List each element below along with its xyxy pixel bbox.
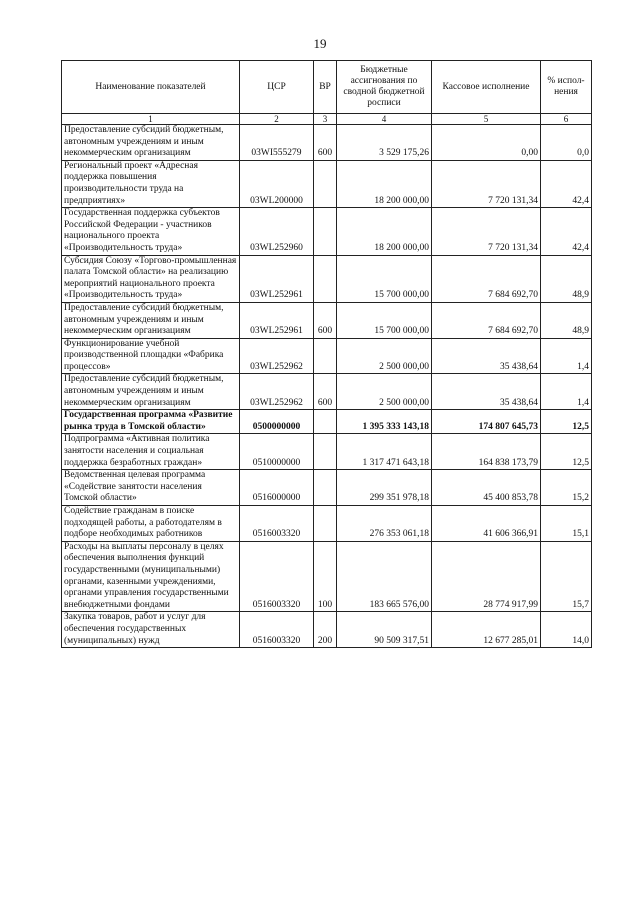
row-name: Ведомственная целевая программа «Содействие занятости населения Томской области»	[62, 470, 240, 506]
row-name: Региональный проект «Адресная поддержка повышения производительности труда на предприятиях»	[62, 160, 240, 207]
row-pct: 15,2	[541, 470, 592, 506]
table-row	[62, 541, 592, 612]
row-csr: 0510000000	[240, 434, 314, 470]
table-row	[62, 125, 592, 161]
row-csr: 03WL200000	[240, 160, 314, 207]
table-row	[62, 208, 592, 255]
row-vr	[314, 434, 337, 470]
row-vr	[314, 470, 337, 506]
header-csr: ЦСР	[240, 61, 314, 114]
row-assign: 1 395 333 143,18	[337, 410, 432, 434]
table-body	[62, 125, 592, 648]
row-name: Функционирование учебной производственной площадки «Фабрика процессов»	[62, 338, 240, 374]
row-csr: 03WI555279	[240, 125, 314, 161]
row-pct: 1,4	[541, 374, 592, 410]
row-pct: 14,0	[541, 612, 592, 648]
col-number: 3	[314, 114, 337, 125]
row-csr: 03WL252960	[240, 208, 314, 255]
row-cash: 35 438,64	[432, 374, 541, 410]
row-cash: 28 774 917,99	[432, 541, 541, 612]
page-number: 19	[313, 36, 327, 51]
table-row	[62, 612, 592, 648]
row-cash: 7 720 131,34	[432, 208, 541, 255]
table-row	[62, 470, 592, 506]
header-vr: ВР	[314, 61, 337, 114]
row-name: Субсидия Союзу «Торгово-промышленная палата Томской области» на реализацию мероприятий национального проекта «Производительность труда»	[62, 255, 240, 302]
row-vr	[314, 255, 337, 302]
table-row	[62, 374, 592, 410]
row-vr: 600	[314, 374, 337, 410]
row-csr: 0500000000	[240, 410, 314, 434]
row-cash: 7 684 692,70	[432, 302, 541, 338]
table-row	[62, 338, 592, 374]
row-assign: 15 700 000,00	[337, 302, 432, 338]
row-assign: 299 351 978,18	[337, 470, 432, 506]
row-cash: 35 438,64	[432, 338, 541, 374]
row-csr: 03WL252961	[240, 302, 314, 338]
table-row-program-total	[62, 410, 592, 434]
col-number: 4	[337, 114, 432, 125]
col-number: 5	[432, 114, 541, 125]
table-row	[62, 434, 592, 470]
row-csr: 03WL252961	[240, 255, 314, 302]
row-cash: 164 838 173,79	[432, 434, 541, 470]
budget-table	[61, 60, 592, 648]
row-csr: 03WL252962	[240, 374, 314, 410]
row-name: Подпрограмма «Активная политика занятости населения и социальная поддержка безработных граждан»	[62, 434, 240, 470]
row-vr	[314, 410, 337, 434]
row-vr: 600	[314, 125, 337, 161]
table-row	[62, 160, 592, 207]
row-vr: 200	[314, 612, 337, 648]
row-assign: 90 509 317,51	[337, 612, 432, 648]
row-cash: 41 606 366,91	[432, 506, 541, 542]
row-pct: 42,4	[541, 208, 592, 255]
header-cash: Кассовое исполнение	[432, 61, 541, 114]
row-vr: 600	[314, 302, 337, 338]
header-pct: % испол-нения	[541, 61, 592, 114]
row-pct: 48,9	[541, 255, 592, 302]
row-pct: 1,4	[541, 338, 592, 374]
row-assign: 18 200 000,00	[337, 160, 432, 207]
row-csr: 0516003320	[240, 541, 314, 612]
row-pct: 42,4	[541, 160, 592, 207]
row-cash: 12 677 285,01	[432, 612, 541, 648]
header-assign: Бюджетные ассигнования по сводной бюджетной росписи	[337, 61, 432, 114]
row-assign: 2 500 000,00	[337, 374, 432, 410]
row-assign: 15 700 000,00	[337, 255, 432, 302]
col-number: 6	[541, 114, 592, 125]
row-pct: 12,5	[541, 410, 592, 434]
row-name: Предоставление субсидий бюджетным, автономным учреждениям и иным некоммерческим организациям	[62, 374, 240, 410]
row-name: Закупка товаров, работ и услуг для обеспечения государственных (муниципальных) нужд	[62, 612, 240, 648]
row-assign: 276 353 061,18	[337, 506, 432, 542]
row-assign: 1 317 471 643,18	[337, 434, 432, 470]
row-vr	[314, 160, 337, 207]
row-pct: 0,0	[541, 125, 592, 161]
row-name: Расходы на выплаты персоналу в целях обеспечения выполнения функций государственными (муниципальными) органами, казенными учреждениями, органами управления государственными внебюджетными фондами	[62, 541, 240, 612]
header-row	[62, 61, 592, 114]
table-row	[62, 302, 592, 338]
row-name: Государственная поддержка субъектов Российской Федерации - участников национального проекта «Производительность труда»	[62, 208, 240, 255]
row-cash: 45 400 853,78	[432, 470, 541, 506]
row-vr: 100	[314, 541, 337, 612]
row-vr	[314, 208, 337, 255]
header-name: Наименование показателей	[62, 61, 240, 114]
col-number: 2	[240, 114, 314, 125]
row-cash: 0,00	[432, 125, 541, 161]
row-csr: 0516003320	[240, 612, 314, 648]
row-assign: 3 529 175,26	[337, 125, 432, 161]
row-csr: 0516000000	[240, 470, 314, 506]
col-number: 1	[62, 114, 240, 125]
column-number-row	[62, 114, 592, 125]
row-name: Содействие гражданам в поиске подходящей работы, а работодателям в подборе необходимых работников	[62, 506, 240, 542]
row-vr	[314, 506, 337, 542]
table-row	[62, 255, 592, 302]
row-csr: 0516003320	[240, 506, 314, 542]
row-pct: 15,7	[541, 541, 592, 612]
row-name: Государственная программа «Развитие рынка труда в Томской области»	[62, 410, 240, 434]
row-assign: 2 500 000,00	[337, 338, 432, 374]
row-cash: 174 807 645,73	[432, 410, 541, 434]
row-cash: 7 720 131,34	[432, 160, 541, 207]
row-cash: 7 684 692,70	[432, 255, 541, 302]
row-pct: 15,1	[541, 506, 592, 542]
row-assign: 183 665 576,00	[337, 541, 432, 612]
row-assign: 18 200 000,00	[337, 208, 432, 255]
row-name: Предоставление субсидий бюджетным, автономным учреждениям и иным некоммерческим организациям	[62, 302, 240, 338]
row-csr: 03WL252962	[240, 338, 314, 374]
row-pct: 48,9	[541, 302, 592, 338]
row-name: Предоставление субсидий бюджетным, автономным учреждениям и иным некоммерческим организациям	[62, 125, 240, 161]
table-row	[62, 506, 592, 542]
row-pct: 12,5	[541, 434, 592, 470]
row-vr	[314, 338, 337, 374]
